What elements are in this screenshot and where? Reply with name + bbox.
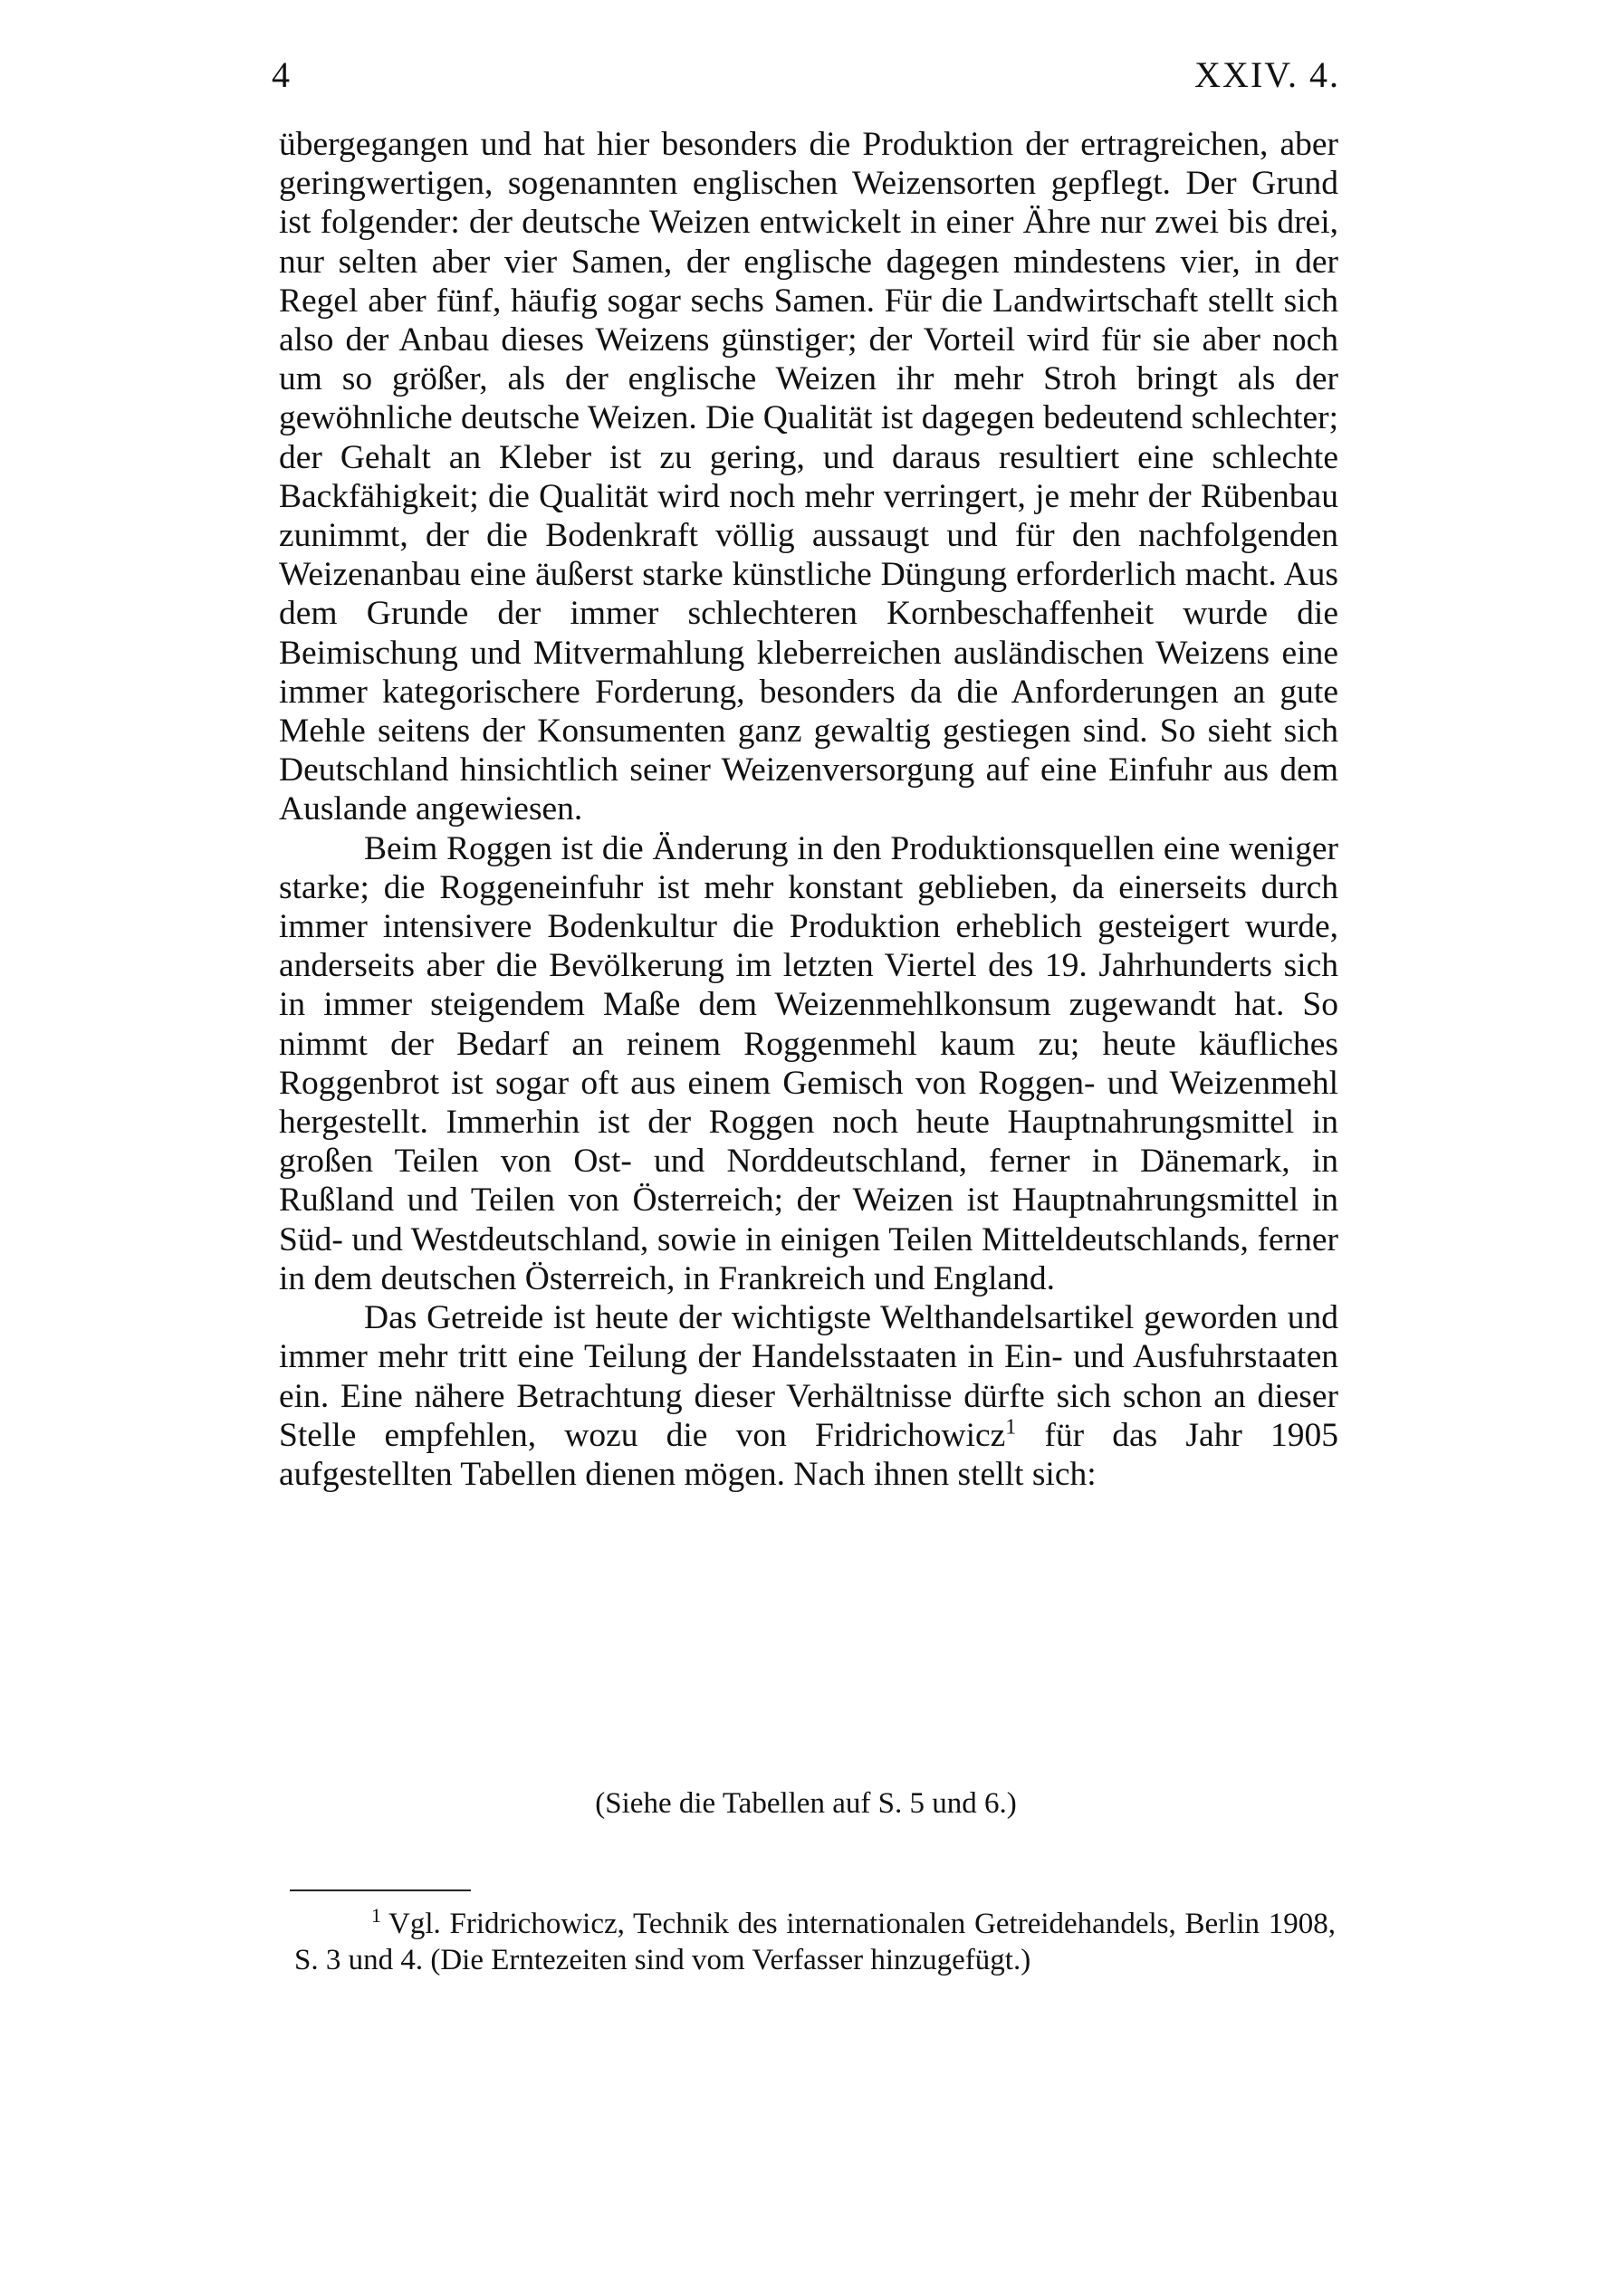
footnote-reference[interactable]: 1 — [1005, 1415, 1017, 1440]
section-reference: XXIV. 4. — [1194, 54, 1340, 95]
footnote-marker: 1 — [371, 1904, 381, 1927]
paragraph-grain-trade-end: für das Jahr 1905 aufgestellten Tabellen dienen mögen. Nach ihnen stellt sich: — [279, 1416, 1338, 1493]
page-number: 4 — [272, 54, 290, 95]
paragraph-wheat: übergegangen und hat hier besonders die Produktion der ertragreichen, aber geringwertigen, sogenannten englischen Weizensorten gepflegt. Der Grund ist folgender: der deutsche Weizen entwickelt in einer Ähre nur zwei bis drei, nur selten aber vier Samen, der englische dagegen mindestens vier, in der Regel aber fünf, häufig sogar sechs Samen. Für die Landwirtschaft stellt sich also der Anbau dieses Weizens günstiger; der Vorteil wird für sie aber noch um so größer, als der englische Weizen ihr mehr Stroh bringt als der gewöhnliche deutsche Weizen. Die Qualität ist dagegen bedeutend schlechter; der Gehalt an Kleber ist zu gering, und daraus resultiert eine schlechte Backfähigkeit; die Qualität wird noch mehr verringert, je mehr der Rübenbau zunimmt, der die Bodenkraft völlig aussaugt und für den nachfolgenden Weizenanbau eine äußerst starke künstliche Düngung erforderlich macht. Aus dem Grunde der immer schlechteren Kornbeschaffenheit wurde die Beimischung und Mitvermahlung kleberreichen ausländischen Weizens eine immer kategorischere Forderung, besonders da die Anforderungen an gute Mehle seitens der Konsumenten ganz gewaltig gestiegen sind. So sieht sich Deutschland hinsichtlich seiner Weizenversorgung auf eine Einfuhr aus dem Auslande angewiesen. — [279, 126, 1338, 828]
paragraph-grain-trade — [279, 1298, 1338, 1494]
page-header — [272, 53, 1340, 98]
footnote — [294, 1906, 1336, 1978]
paragraph-grain-trade-start: Das Getreide ist heute der wichtigste Welthandelsartikel geworden und immer mehr tritt eine Teilung der Handelsstaaten in Ein- und Ausfuhrstaaten ein. Eine nähere Betrachtung dieser Verhältnisse dürfte sich schon an dieser Stelle empfehlen, wozu die von Fridrichowicz — [279, 1299, 1338, 1454]
footnote-text: Vgl. Fridrichowicz, Technik des internationalen Getreidehandels, Berlin 1908, S. 3 und 4. (Die Erntezeiten sind vom Verfasser hinzugefügt.) — [294, 1908, 1336, 1976]
paragraph-rye: Beim Roggen ist die Änderung in den Produktionsquellen eine weniger starke; die Roggeneinfuhr ist mehr konstant geblieben, da einerseits durch immer intensivere Bodenkultur die Produktion erheblich gesteigert wurde, anderseits aber die Bevölkerung im letzten Viertel des 19. Jahrhunderts sich in immer steigendem Maße dem Weizenmehlkonsum zugewandt hat. So nimmt der Bedarf an reinem Roggenmehl kaum zu; heute käufliches Roggenbrot ist sogar oft aus einem Gemisch von Roggen- und Weizenmehl hergestellt. Immerhin ist der Roggen noch heute Hauptnahrungsmittel in großen Teilen von Ost- und Norddeutschland, ferner in Dänemark, in Rußland und Teilen von Österreich; der Weizen ist Hauptnahrungsmittel in Süd- und Westdeutschland, sowie in einigen Teilen Mitteldeutschlands, ferner in dem deutschen Österreich, in Frankreich und England. — [279, 829, 1338, 1297]
body-text — [279, 125, 1338, 1494]
table-reference-note: (Siehe die Tabellen auf S. 5 und 6.) — [595, 1787, 1017, 1820]
footnote-divider — [290, 1889, 471, 1891]
footnote-paragraph — [294, 1906, 1336, 1978]
